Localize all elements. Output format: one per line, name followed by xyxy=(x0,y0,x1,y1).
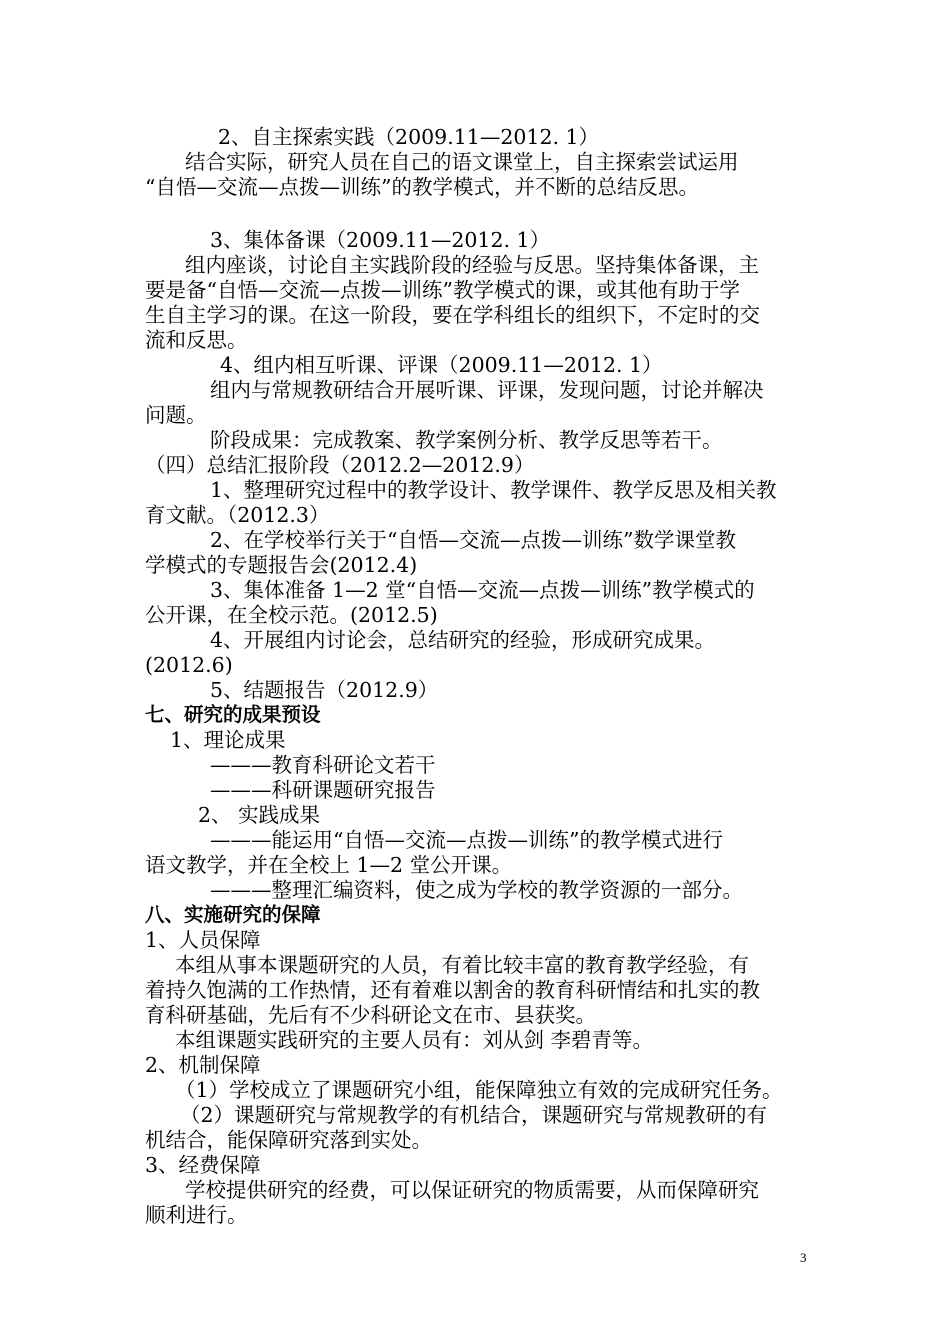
paragraph-line: “自悟—交流—点拨—训练”的教学模式，并不断的总结反思。 xyxy=(145,175,699,199)
paragraph-line: 本组从事本课题研究的人员，有着比较丰富的教育教学经验，有 xyxy=(175,953,749,977)
paragraph-line: 1、整理研究过程中的教学设计、教学课件、教学反思及相关教 xyxy=(210,478,777,502)
list-item: ———科研课题研究报告 xyxy=(210,778,436,802)
paragraph-line: 育科研基础，先后有不少科研论文在市、县获奖。 xyxy=(145,1003,596,1027)
paragraph-line: 语文教学，并在全校上 1—2 堂公开课。 xyxy=(145,853,513,877)
paragraph-line: 公开课，在全校示范。(2012.5) xyxy=(145,603,438,627)
paragraph-line: 生自主学习的课。在这一阶段，要在学科组长的组织下，不定时的交 xyxy=(145,303,760,327)
heading-group-prep: 3、集体备课（2009.11—2012. 1） xyxy=(210,228,551,252)
subheading-practice: 2、 实践成果 xyxy=(198,803,321,827)
section-heading-8: 八、实施研究的保障 xyxy=(145,903,321,926)
section-heading-7: 七、研究的成果预设 xyxy=(145,703,321,726)
paragraph-line: 要是备“自悟—交流—点拨—训练”教学模式的课，或其他有助于学 xyxy=(145,278,740,302)
paragraph-line: 着持久饱满的工作热情，还有着难以割舍的教育科研情结和扎实的教 xyxy=(145,978,760,1002)
paragraph-line: 育文献。（2012.3） xyxy=(145,503,330,527)
paragraph-line: 顺利进行。 xyxy=(145,1203,248,1227)
paragraph-line: 组内与常规教研结合开展听课、评课，发现问题，讨论并解决 xyxy=(210,378,764,402)
subheading-personnel: 1、人员保障 xyxy=(145,928,261,952)
subheading-theory: 1、理论成果 xyxy=(170,728,286,752)
page-number: 3 xyxy=(800,1250,807,1265)
paragraph-line: （2）课题研究与常规教学的有机结合，课题研究与常规教研的有 xyxy=(180,1103,768,1127)
paragraph-line: 2、在学校举行关于“自悟—交流—点拨—训练”数学课堂教 xyxy=(210,528,737,552)
paragraph-line: 5、结题报告（2012.9） xyxy=(210,678,439,702)
subheading-funding: 3、经费保障 xyxy=(145,1153,261,1177)
list-item: ———整理汇编资料，使之成为学校的教学资源的一部分。 xyxy=(210,878,743,902)
paragraph-line: 3、集体准备 1—2 堂“自悟—交流—点拨—训练”教学模式的 xyxy=(210,578,755,602)
paragraph-line: 本组课题实践研究的主要人员有：刘从剑 李碧青等。 xyxy=(175,1028,654,1052)
paragraph-line: 组内座谈，讨论自主实践阶段的经验与反思。坚持集体备课，主 xyxy=(185,253,759,277)
heading-peer-review: 4、组内相互听课、评课（2009.11—2012. 1） xyxy=(220,353,663,377)
subheading-mechanism: 2、机制保障 xyxy=(145,1053,261,1077)
heading-summary-phase: （四）总结汇报阶段（2012.2—2012.9） xyxy=(145,453,535,477)
paragraph-line: （1）学校成立了课题研究小组，能保障独立有效的完成研究任务。 xyxy=(175,1078,783,1102)
list-item: ———教育科研论文若干 xyxy=(210,753,436,777)
list-item: ———能运用“自悟—交流—点拨—训练”的教学模式进行 xyxy=(210,828,723,852)
paragraph-line: 学模式的专题报告会(2012.4) xyxy=(145,553,418,577)
paragraph-line: 流和反思。 xyxy=(145,328,248,352)
paragraph-line: 阶段成果：完成教案、教学案例分析、教学反思等若干。 xyxy=(210,428,723,452)
paragraph-line: 学校提供研究的经费，可以保证研究的物质需要，从而保障研究 xyxy=(185,1178,759,1202)
heading-self-practice: 2、自主探索实践（2009.11—2012. 1） xyxy=(218,125,600,149)
paragraph-line: (2012.6) xyxy=(145,653,233,677)
paragraph-line: 机结合，能保障研究落到实处。 xyxy=(145,1128,432,1152)
paragraph-line: 问题。 xyxy=(145,403,207,427)
paragraph-line: 结合实际，研究人员在自己的语文课堂上，自主探索尝试运用 xyxy=(185,150,739,174)
paragraph-line: 4、开展组内讨论会，总结研究的经验，形成研究成果。 xyxy=(210,628,716,652)
